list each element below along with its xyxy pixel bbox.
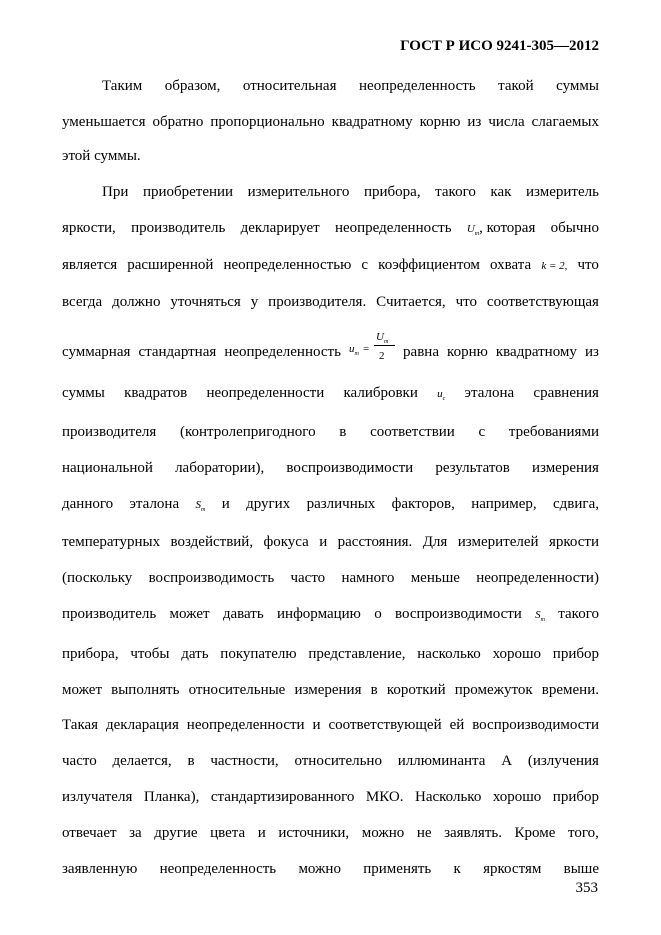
text-line-14: (поскольку воспроизводимость часто намного меньше неопределенности) (62, 570, 599, 586)
text-line-7: всегда должно уточняться у производителя. Считается, что соответствующая (62, 294, 599, 310)
text-line-17: может выполнять относительные измерения в короткий промежуток времени. (62, 682, 599, 698)
text-line-4: При приобретении измерительного прибора, такого как измеритель (102, 184, 599, 200)
text-line-1: Таким образом, относительная неопределенность такой суммы (102, 78, 599, 94)
text-line-8: суммарная стандартная неопределенность $u_m$ = $U_m$ 2 равна корню квадратному из (62, 331, 599, 362)
symbol-sm: S (535, 609, 541, 621)
formula-um-fraction: $u_m$ = $U_m$ 2 (349, 338, 395, 356)
text-line-21: отвечает за другие цвета и источники, можно не заявлять. Кроме того, (62, 825, 599, 841)
symbol-k: k = 2, (541, 260, 568, 272)
text-line-19: часто делается, в частности, относительно иллюминанта А (излучения (62, 753, 599, 769)
symbol-um: U (466, 223, 475, 235)
text-line-18: Такая декларация неопределенности и соответствующей ей воспроизводимости (62, 717, 599, 733)
text-line-16: прибора, чтобы дать покупателю представление, насколько хорошо прибор (62, 646, 599, 662)
text-line-10: производителя (контролепригодного в соответствии с требованиями (62, 424, 599, 440)
page-number: 353 (575, 880, 598, 896)
symbol-uc: u (437, 388, 443, 400)
text-line-3: этой суммы. (62, 148, 141, 164)
text-line-11: национальной лаборатории), воспроизводимости результатов измерения (62, 460, 599, 476)
text-line-2: уменьшается обратно пропорционально квадратному корню из числа слагаемых (62, 114, 599, 130)
text-line-15: производитель может давать информацию о воспроизводимости $S_m$ такого (62, 606, 599, 623)
symbol-sm: S (195, 499, 201, 511)
text-line-22: заявленную неопределенность можно применять к яркостям выше (62, 861, 599, 877)
text-line-20: излучателя Планка), стандартизированного МКО. Насколько хорошо прибор (62, 789, 599, 805)
text-line-12: данного эталона $S_m$ и других различных факторов, например, сдвига, (62, 496, 599, 513)
text-line-6: является расширенной неопределенностью с коэффициентом охвата k = 2, что (62, 257, 599, 273)
text-line-13: температурных воздействий, фокуса и расстояния. Для измерителей яркости (62, 534, 599, 550)
document-header: ГОСТ Р ИСО 9241-305—2012 (400, 38, 599, 54)
text-line-5: яркости, производитель декларирует неопределенность $U_m$, которая обычно (62, 220, 599, 237)
text-line-9: суммы квадратов неопределенности калибровки $u_c$ эталона сравнения (62, 385, 599, 402)
